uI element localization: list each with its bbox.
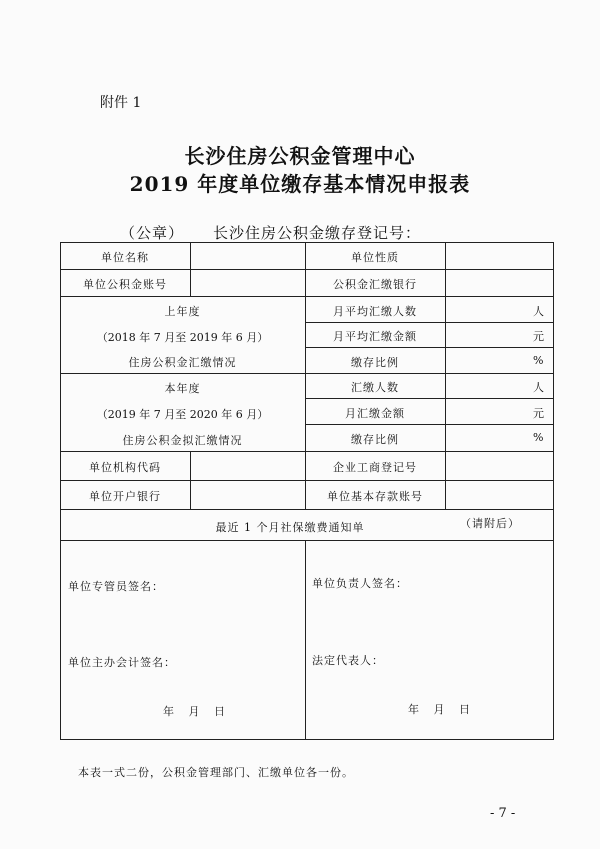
table-border-top: [60, 242, 554, 243]
col-divider: [445, 242, 446, 509]
attach-note: （请附后）: [460, 517, 520, 530]
seal-label: （公章）: [120, 224, 185, 242]
row-divider: [305, 398, 554, 399]
attachment-label: 附件 1: [100, 95, 142, 111]
footer-note: 本表一式二份，公积金管理部门、汇缴单位各一份。: [78, 766, 354, 779]
row-divider: [60, 269, 554, 270]
social-security-label: 最近 1 个月社保缴费通知单: [215, 521, 365, 534]
unit-name-label: 单位名称: [101, 251, 149, 264]
this-year-desc: 住房公积金拟汇缴情况: [122, 434, 243, 447]
deposit-ratio-label: 缴存比例: [351, 433, 399, 446]
date-left: 年 月 日: [163, 705, 226, 718]
org-code-label: 单位机构代码: [89, 461, 161, 474]
deposit-bank-label: 公积金汇缴银行: [333, 278, 417, 291]
table-border-bottom: [60, 739, 554, 740]
responsible-signature-label: 单位负责人签名：: [312, 577, 408, 590]
deposit-count-label: 汇缴人数: [351, 381, 399, 394]
manager-signature-label: 单位专管员签名：: [68, 580, 164, 593]
avg-monthly-amount-label: 月平均汇缴金额: [333, 330, 417, 343]
row-divider: [305, 424, 554, 425]
title-line-1: 长沙住房公积金管理中心: [184, 144, 416, 168]
deposit-ratio-label: 缴存比例: [351, 356, 399, 369]
unit-yuan: 元: [533, 330, 544, 343]
unit-percent: %: [533, 431, 544, 444]
unit-account-label: 单位公积金账号: [83, 278, 167, 291]
date-right: 年 月 日: [408, 703, 471, 716]
col-divider: [190, 242, 191, 296]
row-divider: [60, 480, 554, 481]
row-divider: [60, 540, 554, 541]
page-number: - 7 -: [490, 806, 516, 821]
unit-yuan: 元: [533, 407, 544, 420]
unit-percent: %: [533, 354, 544, 367]
basic-account-label: 单位基本存款账号: [327, 490, 423, 503]
last-year-period: （2018 年 7 月至 2019 年 6 月）: [96, 331, 269, 344]
table-border-right: [553, 242, 554, 740]
col-divider: [305, 540, 306, 739]
last-year-label: 上年度: [164, 305, 201, 318]
monthly-amount-label: 月汇缴金额: [345, 407, 405, 420]
avg-monthly-count-label: 月平均汇缴人数: [333, 305, 417, 318]
this-year-period: （2019 年 7 月至 2020 年 6 月）: [96, 408, 269, 421]
unit-people: 人: [533, 305, 544, 318]
accountant-signature-label: 单位主办会计签名：: [68, 656, 176, 669]
this-year-label: 本年度: [164, 382, 201, 395]
last-year-desc: 住房公积金汇缴情况: [128, 356, 237, 369]
row-divider: [60, 451, 554, 452]
business-reg-label: 企业工商登记号: [333, 461, 417, 474]
row-divider: [305, 322, 554, 323]
legal-rep-label: 法定代表人：: [312, 654, 384, 667]
row-divider: [60, 373, 554, 374]
unit-people: 人: [533, 381, 544, 394]
row-divider: [305, 347, 554, 348]
row-divider: [60, 296, 554, 297]
unit-nature-label: 单位性质: [351, 251, 399, 264]
col-divider: [190, 451, 191, 509]
row-divider: [60, 509, 554, 510]
opening-bank-label: 单位开户银行: [89, 490, 161, 503]
registration-label: 长沙住房公积金缴存登记号：: [213, 224, 422, 242]
title-line-2: 2019 年度单位缴存基本情况申报表: [129, 172, 471, 196]
